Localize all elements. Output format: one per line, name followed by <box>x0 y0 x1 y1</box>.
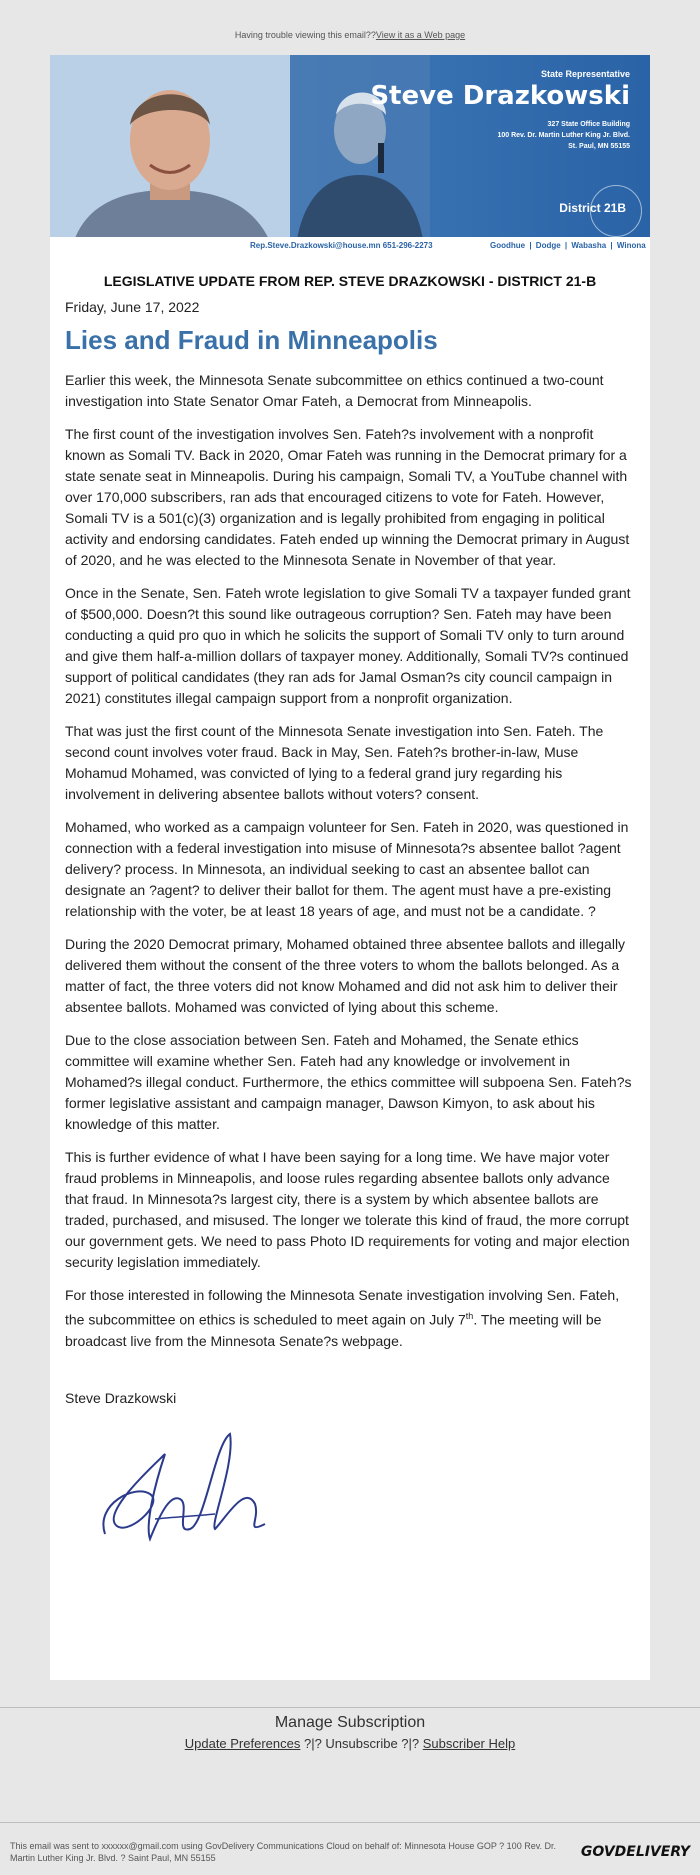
footer-text: This email was sent to xxxxxx@gmail.com using GovDelivery Communications Cloud on behalf of: Minnesota House GOP ? 100 Rev. Dr. Martin Luther King Jr. Blvd. ? Saint Paul, MN 55155 <box>10 1841 557 1863</box>
rep-name: Steve Drazkowski <box>370 81 630 111</box>
address-line: 327 State Office Building <box>547 121 630 128</box>
update-preferences-link[interactable]: Update Preferences <box>184 1736 301 1751</box>
footer-divider <box>0 1707 700 1708</box>
govdelivery-logo: GOVDELIVERY <box>580 1844 690 1860</box>
link-separator: ?|? <box>300 1736 326 1751</box>
preheader <box>0 30 700 40</box>
article-paragraph: The first count of the investigation involves Sen. Fateh?s involvement with a nonprofit known as Somali TV. Back in 2020, Omar Fateh was running in the Democrat primary for a state senate seat in Minneapolis. During his campaign, Somali TV, a YouTube channel with over 170,000 subscribers, ran ads that encouraged citizens to vote for Fateh. However, Somali TV is a 501(c)(3) organization and is legally prohibited from engaging in political activity and endorsing candidates. Fateh ended up winning the Democrat primary in August of 2020, and he was elected to the Minnesota Senate in November of that year. <box>65 426 630 568</box>
article-title: Lies and Fraud in Minneapolis <box>65 325 438 355</box>
rep-label: State Representative <box>540 69 630 79</box>
article-paragraph: That was just the first count of the Minnesota Senate investigation into Sen. Fateh. The second count involves voter fraud. Back in May, Sen. Fateh?s brother-in-law, Muse Mohamud Mohamed, was convicted of lying to a federal grand jury regarding his involvement in delivering absentee ballots without voters? consent. <box>65 723 604 802</box>
contact-strip <box>50 237 650 255</box>
link-separator: ?|? <box>397 1736 423 1751</box>
article-body <box>50 273 650 1559</box>
view-web-link[interactable]: View it as a Web page <box>375 30 466 40</box>
portrait-photo <box>50 55 290 255</box>
subscriber-help-link[interactable]: Subscriber Help <box>422 1736 516 1751</box>
newsletter-heading: LEGISLATIVE UPDATE FROM REP. STEVE DRAZKOWSKI - DISTRICT 21-B <box>103 273 597 289</box>
article-paragraph: During the 2020 Democrat primary, Mohamed obtained three absentee ballots and illegally delivered them without the consent of the three voters to whom the ballots belonged. As a matter of fact, the three voters did not know Mohamed and did not ask him to deliver their absentee ballots. Mohamed was convicted of lying about this scheme. <box>65 936 626 1015</box>
signature-image <box>95 1424 635 1559</box>
article-paragraph: Due to the close association between Sen. Fateh and Mohamed, the Senate ethics committee will examine whether Sen. Fateh had any knowledge or involvement in Mohamed?s illegal conduct. Furthermore, the ethics committee will subpoena Sen. Fateh?s former legislative assistant and campaign manager, Dawson Kimyon, to ask about his knowledge of this matter. <box>65 1032 632 1132</box>
preheader-text: Having trouble viewing this email?? <box>234 30 376 40</box>
signoff-name: Steve Drazkowski <box>65 1389 177 1406</box>
final-text-start: For those interested in following the Minnesota Senate investigation involving Sen. Fateh, the subcommittee on ethics is scheduled to meet again on July 7 <box>65 1287 620 1328</box>
address-line: 100 Rev. Dr. Martin Luther King Jr. Blvd. <box>497 132 630 139</box>
county-list: Goodhue | Dodge | Wabasha | Winona <box>490 241 646 250</box>
email-card <box>50 55 650 1680</box>
district-label: District 21B <box>559 201 626 215</box>
article-paragraph: Mohamed, who worked as a campaign volunteer for Sen. Fateh in 2020, was questioned in connection with a federal investigation into misuse of Minnesota?s absentee ballot ?agent delivery? process. In Minnesota, an individual seeking to cast an absentee ballot can designate an ?agent? to deliver their ballot for them. The agent must have a pre-existing relationship with the voter, be at least 18 years of age, and must not be a candidate. ? <box>65 819 629 919</box>
ordinal-suffix: th <box>465 1311 474 1321</box>
article-paragraph: Once in the Senate, Sen. Fateh wrote legislation to give Somali TV a taxpayer funded grant of $500,000. Doesn?t this sound like outrageous corruption? Sen. Fateh may have been conducting a quid pro quo in which he solicits the support of Somali TV only to turn around and give them half-a-million dollars of taxpayer money. Additionally, Somali TV?s continued support of political candidates (they ran ads for Jamal Osman?s city council campaign in 2021) constitutes illegal campaign support from a nonprofit organization. <box>65 585 631 706</box>
contact-info: Rep.Steve.Drazkowski@house.mn 651-296-2273 <box>250 241 433 250</box>
office-address <box>497 119 630 152</box>
article-paragraph: Earlier this week, the Minnesota Senate subcommittee on ethics continued a two-count investigation into State Senator Omar Fateh, a Democrat from Minneapolis. <box>65 372 604 409</box>
publish-date: Friday, June 17, 2022 <box>65 299 200 315</box>
footer-divider <box>0 1822 700 1823</box>
final-text-end: . The meeting will be broadcast live from the Minnesota Senate?s webpage. <box>65 1311 602 1349</box>
article-paragraph-final <box>65 1285 635 1352</box>
article-paragraph: This is further evidence of what I have been saying for a long time. We have major voter fraud problems in Minneapolis, and loose rules regarding absentee ballots only advance that fraud. In Minnesota?s largest city, there is a system by which absentee ballots are traded, purchased, and misused. The longer we tolerate this kind of fraud, the more corrupt our government gets. We need to pass Photo ID requirements for voting and major election security legislation immediately. <box>65 1149 630 1270</box>
subscription-links <box>0 1736 700 1751</box>
header-banner <box>50 55 650 255</box>
address-line: St. Paul, MN 55155 <box>568 143 630 150</box>
unsubscribe-link[interactable]: Unsubscribe <box>325 1736 398 1751</box>
manage-subscription-title: Manage Subscription <box>274 1714 426 1731</box>
